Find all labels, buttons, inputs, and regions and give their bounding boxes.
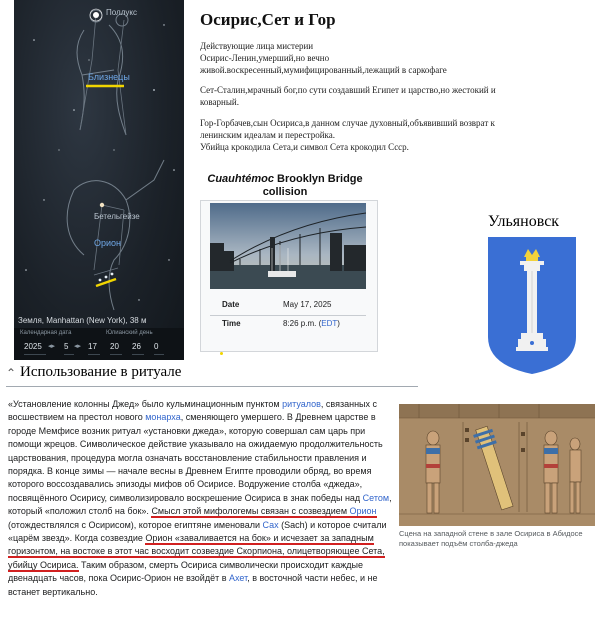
orion-label: Орион [94, 238, 122, 248]
pollux-label: Поллукс [106, 8, 137, 17]
link-orion[interactable]: Орион [349, 506, 377, 517]
intro-paragraph-1 [200, 40, 500, 76]
article-paragraph [8, 398, 394, 599]
date-label: Date [222, 300, 240, 309]
red-underlined-text: Орион «заваливается на бок» и исчезает за западным горизонтом, на востоке в этот час восходит созвездие Скорпиона, олицетворяющее Сета, убийцу Осириса. [8, 533, 385, 570]
intro-line: Гор-Горбачев,сын Осириса,в данном случае духовный,объявивший возврат к [200, 118, 495, 128]
text-run: (отождествлялся с Осирисом), которое египтяне именовали [8, 519, 263, 530]
yellow-dot [220, 352, 223, 355]
time-close: ) [337, 319, 340, 328]
minute-field[interactable]: 26 [132, 340, 144, 355]
city-name: Ульяновск [488, 213, 560, 230]
month-stepper-icon[interactable]: ◂▸ [74, 343, 82, 350]
relief-caption: Сцена на западной стене в зале Осириса в Абидосе показывает подъём столба-джеда [399, 529, 583, 548]
time-text: 8:26 p.m. ( [283, 319, 322, 328]
intro-paragraph-3 [200, 117, 500, 153]
red-underlined-text [151, 506, 376, 518]
hour-field[interactable]: 20 [110, 340, 122, 355]
section-divider [6, 386, 418, 387]
link-monarch[interactable]: монарха [145, 412, 181, 423]
text-run: , который «положил столб на бок». [8, 492, 392, 517]
link-rituals[interactable]: ритуалов [282, 399, 321, 409]
abydos-relief-image[interactable] [399, 404, 595, 526]
bridge-photo [210, 203, 366, 289]
ship-name: Cuauhtémoc [207, 173, 274, 185]
intro-line: Осирис-Ленин,умерший,но вечно [200, 53, 330, 63]
year-field[interactable]: 2025 [24, 340, 46, 355]
observer-location: Земля, Manhattan (New York), 38 м [18, 316, 147, 325]
event-title [200, 173, 370, 199]
link-akhet[interactable]: Ахет [228, 573, 248, 584]
date-time-panel [14, 328, 184, 360]
section-title: Использование в ритуале [20, 364, 182, 380]
constellation-drawing [14, 0, 184, 330]
event-title-rest: Brooklyn Bridge collision [262, 173, 363, 198]
text-run: «Установление колонны Джед» было кульминационным пунктом [8, 399, 283, 409]
day-field[interactable]: 17 [88, 340, 100, 355]
intro-line: Сет-Сталин,мрачный бог,по сути создавший Египет и царство,но жестокий и [200, 85, 496, 95]
star-chart-screenshot [14, 0, 184, 360]
collapse-chevron-icon[interactable]: ⌃ [6, 366, 17, 380]
time-value [283, 319, 340, 328]
betelgeuse-label: Бетельгейзе [94, 212, 140, 221]
intro-paragraph-2 [200, 84, 500, 108]
intro-line: Убийца крокодила Сета,и символ Сета крокодил Ссср. [200, 142, 409, 152]
link-sah[interactable]: Сах [262, 519, 279, 530]
text-run: , сменяющего умершего. В Древнем царстве в городе Мемфисе возник ритуал «установки джеда», которую совершал сам царь при помощи жрецов. Символическое действие указывало на ожидаемую продолжительность царствования, процедура могла означать восстановление стабильности правления и порядка. В конце зимы — начале весны в Древнем Египте проводили обряд, во время которого воссоздавались эпизоды мифов об Осирисе. Водружение столба «джеда», посвящённого Осирису, символизировало воскрешение Осириса в знак победы над [8, 412, 383, 503]
betelgeuse-star-icon [100, 203, 104, 207]
text-run: Таким образом, смерть Осириса символически происходит каждые двенадцать часов, пока Осирис-Орион не взойдёт в [8, 559, 364, 584]
gemini-label: Близнецы [88, 72, 130, 82]
time-label: Time [222, 319, 241, 328]
time-caption: Юлианский день [106, 330, 153, 336]
intro-line: коварный. [200, 97, 239, 107]
month-field[interactable]: 5 [64, 340, 74, 355]
second-field[interactable]: 0 [154, 340, 164, 355]
text-run: Смысл этой мифологемы связан с созвездием [151, 506, 350, 517]
page-title: Осирис,Сет и Гор [200, 10, 336, 29]
year-stepper-icon[interactable]: ◂▸ [48, 343, 56, 350]
text-run: , в восточной части небес, и не встанет вертикально. [8, 573, 378, 597]
timezone-link[interactable]: EDT [321, 319, 338, 328]
intro-line: живой.воскресенный,мумифицированный,лежащий в саркофаге [200, 65, 447, 75]
date-value: May 17, 2025 [283, 300, 332, 309]
date-caption: Календарная дата [20, 330, 72, 336]
text-run: , связанных с восшествием на престол нового [8, 399, 378, 423]
infobox-divider [210, 315, 366, 316]
text-run: (Sach) и которое считали «царём звезд». Когда созвездие [8, 519, 387, 544]
intro-line: Действующие лица мистерии [200, 41, 314, 51]
intro-line: ленинским идеалам и перестройка. [200, 130, 335, 140]
link-set[interactable]: Сетом [362, 492, 390, 503]
ulyanovsk-coat-of-arms [488, 237, 576, 374]
